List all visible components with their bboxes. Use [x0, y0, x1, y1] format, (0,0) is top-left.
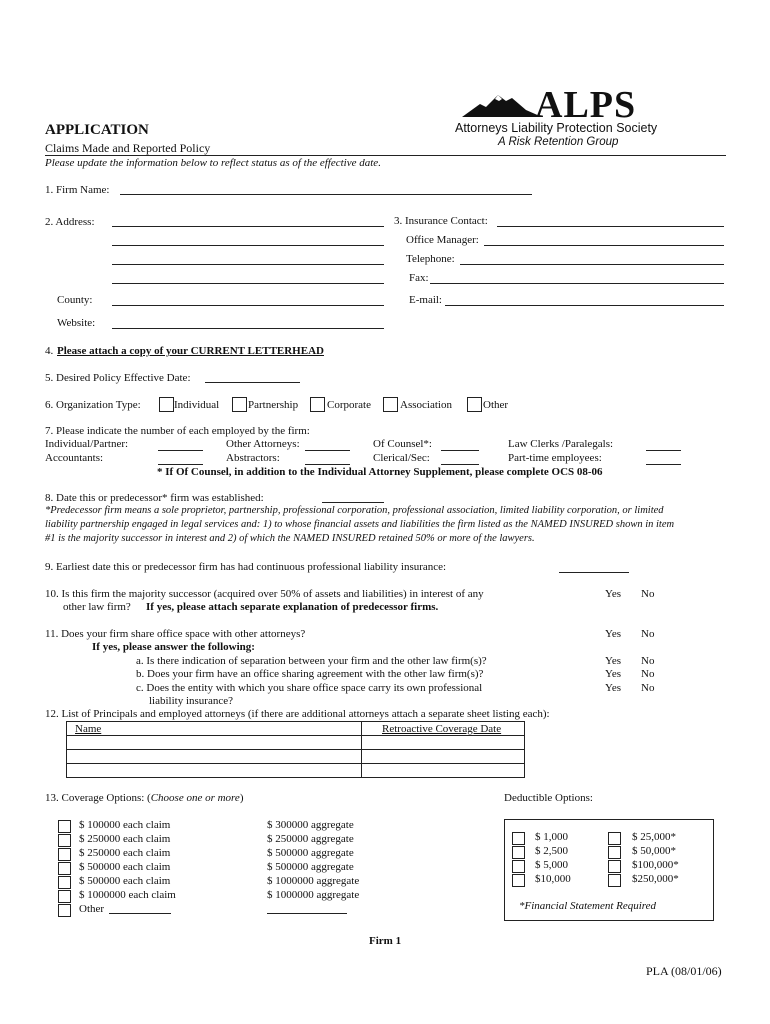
website-label: Website:: [57, 317, 96, 329]
mountain-logo-icon: [462, 92, 542, 118]
q10-line1: 10. Is this firm the majority successor (acquired over 50% of assets and liabilities) in interest of any: [45, 588, 484, 600]
org-type-partnership-label: Partnership: [248, 399, 299, 411]
org-type-partnership-checkbox[interactable]: [232, 397, 247, 412]
q11a-yes[interactable]: Yes: [605, 655, 622, 667]
q5-label: 5. Desired Policy Effective Date:: [45, 372, 191, 384]
coverage-left-1: $ 100000 each claim: [79, 819, 171, 831]
coverage-left-5: $ 500000 each claim: [79, 875, 171, 887]
q11c-2: liability insurance?: [149, 695, 233, 707]
deductible-right-1: $ 25,000*: [632, 831, 676, 843]
org-type-other-label: Other: [483, 399, 509, 411]
fax-label: Fax:: [409, 272, 429, 284]
header-rule: [45, 155, 726, 156]
coverage-right-3: $ 500000 aggregate: [267, 847, 354, 859]
part-time-label: Part-time employees:: [508, 452, 602, 464]
financial-statement-note: *Financial Statement Required: [519, 900, 657, 912]
deductible-checkbox[interactable]: [512, 874, 525, 887]
coverage-option-checkbox[interactable]: [58, 890, 71, 903]
other-attorneys-label: Other Attorneys:: [226, 438, 300, 450]
q13-label: 13. Coverage Options: (Choose one or more): [45, 792, 244, 804]
website-field[interactable]: [112, 328, 384, 329]
coverage-right-6: $ 1000000 aggregate: [267, 889, 360, 901]
org-type-other-checkbox[interactable]: [467, 397, 482, 412]
of-counsel-label: Of Counsel*:: [373, 438, 432, 450]
table-row[interactable]: [67, 764, 525, 778]
office-manager-field[interactable]: [484, 245, 724, 246]
clerical-field[interactable]: [441, 464, 479, 465]
deductible-left-3: $ 5,000: [535, 859, 568, 871]
logo-tagline: A Risk Retention Group: [498, 136, 619, 148]
q11b-yes[interactable]: Yes: [605, 668, 622, 680]
office-manager-label: Office Manager:: [406, 234, 479, 246]
email-label: E-mail:: [409, 294, 442, 306]
page-title: APPLICATION: [45, 122, 149, 138]
table-header-row: [67, 722, 525, 736]
q11-yes[interactable]: Yes: [605, 628, 622, 640]
firm-name-field[interactable]: [120, 194, 532, 195]
deductible-checkbox[interactable]: [512, 846, 525, 859]
q6-label: 6. Organization Type:: [45, 399, 141, 411]
org-type-corporate-checkbox[interactable]: [310, 397, 325, 412]
q10-yes[interactable]: Yes: [605, 588, 622, 600]
predecessor-note-2: liability partnership engaged in legal services and: 1) to whose financial assets and liabilities the firm listed as the NAMED INSURED shown in item: [45, 519, 675, 530]
abstractors-field[interactable]: [305, 464, 350, 465]
page-subtitle: Claims Made and Reported Policy: [45, 141, 211, 155]
earliest-insurance-date-field[interactable]: [559, 572, 629, 573]
county-label: County:: [57, 294, 93, 306]
q10-no[interactable]: No: [641, 588, 655, 600]
deductible-checkbox[interactable]: [512, 832, 525, 845]
established-date-field[interactable]: [322, 502, 384, 503]
address-field-3[interactable]: [112, 264, 384, 265]
law-clerks-field[interactable]: [646, 450, 681, 451]
coverage-left-3: $ 250000 each claim: [79, 847, 171, 859]
org-type-corporate-label: Corporate: [327, 399, 371, 411]
coverage-left-4: $ 500000 each claim: [79, 861, 171, 873]
deductible-left-1: $ 1,000: [535, 831, 568, 843]
insurance-contact-label: 3. Insurance Contact:: [394, 215, 488, 227]
individual-partner-field[interactable]: [158, 450, 203, 451]
q10-line2a: other law firm?: [63, 601, 131, 613]
coverage-left-6: $ 1000000 each claim: [79, 889, 176, 901]
abstractors-label: Abstractors:: [226, 452, 280, 464]
coverage-option-checkbox[interactable]: [58, 820, 71, 833]
fax-field[interactable]: [430, 283, 724, 284]
principals-table: [66, 721, 525, 778]
org-type-individual-checkbox[interactable]: [159, 397, 174, 412]
county-field[interactable]: [112, 305, 384, 306]
q11c-yes[interactable]: Yes: [605, 682, 622, 694]
org-type-association-label: Association: [400, 399, 452, 411]
individual-partner-label: Individual/Partner:: [45, 438, 129, 450]
coverage-other-field-2[interactable]: [267, 913, 347, 914]
org-type-individual-label: Individual: [174, 399, 220, 411]
org-type-association-checkbox[interactable]: [383, 397, 398, 412]
q9-label: 9. Earliest date this or predecessor firm has had continuous professional liability insurance:: [45, 561, 447, 573]
predecessor-note-1: *Predecessor firm means a sole proprietor, partnership, professional corporation, professional association, limited liability corporation, or limited: [45, 505, 664, 516]
deductible-left-2: $ 2,500: [535, 845, 568, 857]
name-column-header: Name: [67, 722, 362, 736]
deductible-right-3: $100,000*: [632, 859, 679, 871]
q12-label: 12. List of Principals and employed attorneys (if there are additional attorneys attach a separate sheet listing each):: [45, 708, 550, 720]
deductible-right-4: $250,000*: [632, 873, 679, 885]
instruction-text: Please update the information below to reflect status as of the effective date.: [45, 157, 381, 169]
page-label: Firm 1: [369, 935, 402, 947]
insurance-contact-field[interactable]: [497, 226, 724, 227]
q4-number: 4.: [45, 345, 54, 357]
law-clerks-label: Law Clerks /Paralegals:: [508, 438, 614, 450]
deductible-checkbox[interactable]: [512, 860, 525, 873]
q11-line2: If yes, please answer the following:: [92, 641, 255, 653]
email-field[interactable]: [445, 305, 724, 306]
firm-name-label: 1. Firm Name:: [45, 184, 110, 196]
coverage-right-2: $ 250000 aggregate: [267, 833, 354, 845]
q11c-no[interactable]: No: [641, 682, 655, 694]
of-counsel-note: * If Of Counsel, in addition to the Individual Attorney Supplement, please complete OCS 08-06: [157, 466, 603, 478]
accountants-field[interactable]: [158, 464, 203, 465]
accountants-label: Accountants:: [45, 452, 104, 464]
table-row[interactable]: [67, 750, 525, 764]
address-label: 2. Address:: [45, 216, 95, 228]
coverage-right-4: $ 500000 aggregate: [267, 861, 354, 873]
coverage-option-checkbox[interactable]: [58, 876, 71, 889]
other-attorneys-field[interactable]: [305, 450, 350, 451]
part-time-field[interactable]: [646, 464, 681, 465]
effective-date-field[interactable]: [205, 382, 300, 383]
deductible-label: Deductible Options:: [504, 792, 593, 804]
coverage-option-checkbox[interactable]: [58, 904, 71, 917]
table-row[interactable]: [67, 736, 525, 750]
q8-label: 8. Date this or predecessor* firm was established:: [45, 492, 264, 504]
clerical-label: Clerical/Sec:: [373, 452, 430, 464]
form-number: PLA (08/01/06): [646, 964, 722, 978]
coverage-option-checkbox[interactable]: [58, 848, 71, 861]
q10-line2b: If yes, please attach separate explanation of predecessor firms.: [146, 601, 439, 613]
q7-label: 7. Please indicate the number of each employed by the firm:: [45, 425, 310, 437]
coverage-right-1: $ 300000 aggregate: [267, 819, 354, 831]
coverage-option-checkbox[interactable]: [58, 834, 71, 847]
deductible-checkbox[interactable]: [608, 832, 621, 845]
of-counsel-field[interactable]: [441, 450, 479, 451]
telephone-field[interactable]: [460, 264, 724, 265]
retro-date-column-header: Retroactive Coverage Date: [362, 722, 525, 736]
coverage-other-field-1[interactable]: [109, 913, 171, 914]
q11b-no[interactable]: No: [641, 668, 655, 680]
q11-no[interactable]: No: [641, 628, 655, 640]
q11a-no[interactable]: No: [641, 655, 655, 667]
coverage-left-other: Other: [79, 903, 105, 915]
q11b: b. Does your firm have an office sharing agreement with the other law firm(s)?: [136, 668, 484, 680]
telephone-label: Telephone:: [406, 253, 455, 265]
deductible-checkbox[interactable]: [608, 860, 621, 873]
q11a: a. Is there indication of separation between your firm and the other law firm(s)?: [136, 655, 487, 667]
coverage-right-5: $ 1000000 aggregate: [267, 875, 360, 887]
coverage-left-2: $ 250000 each claim: [79, 833, 171, 845]
logo-name: ALPS: [535, 84, 637, 126]
deductible-checkbox[interactable]: [608, 874, 621, 887]
deductible-left-4: $10,000: [535, 873, 571, 885]
predecessor-note-3: #1 is the majority successor in interest and 2) of which the NAMED INSURED retained 50% or more of the lawyers.: [45, 533, 535, 544]
deductible-right-2: $ 50,000*: [632, 845, 676, 857]
logo-org: Attorneys Liability Protection Society: [455, 121, 658, 135]
coverage-option-checkbox[interactable]: [58, 862, 71, 875]
q11c-1: c. Does the entity with which you share office space carry its own professional: [136, 682, 483, 694]
address-field-1[interactable]: [112, 226, 384, 227]
address-field-4[interactable]: [112, 283, 384, 284]
deductible-checkbox[interactable]: [608, 846, 621, 859]
address-field-2[interactable]: [112, 245, 384, 246]
q11-line1: 11. Does your firm share office space with other attorneys?: [45, 628, 306, 640]
q4-letterhead: Please attach a copy of your CURRENT LETTERHEAD: [57, 345, 324, 357]
